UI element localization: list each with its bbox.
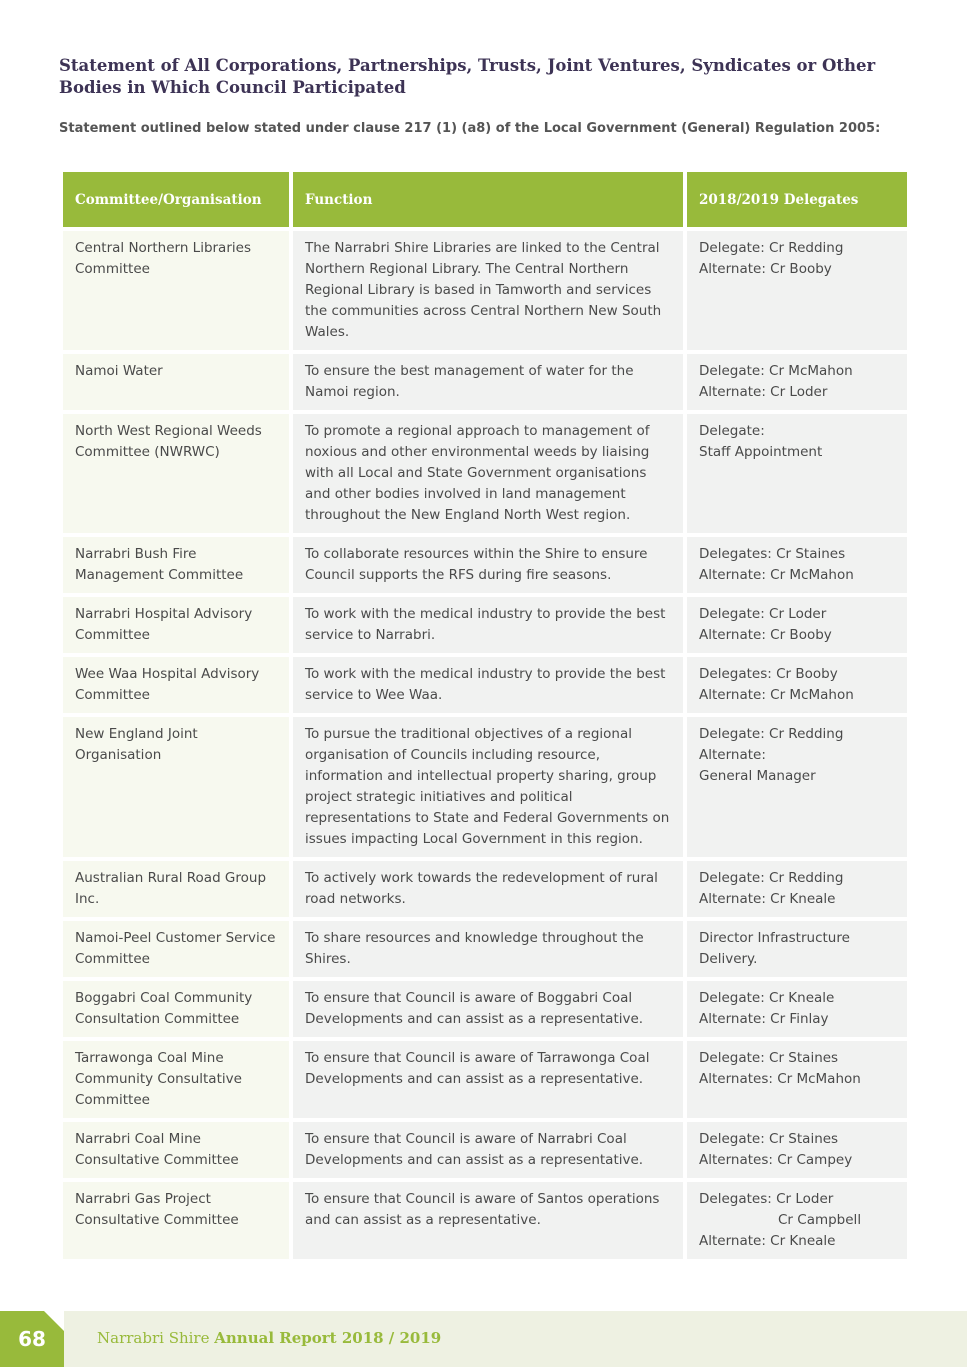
table-row	[63, 354, 907, 410]
cell-function: To collaborate resources within the Shire to ensure Council supports the RFS during fire seasons.	[293, 537, 683, 593]
delegate-line: Alternate: Cr McMahon	[699, 687, 854, 703]
cell-organisation: Central Northern Libraries Committee	[63, 231, 289, 350]
delegate-line: Cr Campbell	[778, 1212, 862, 1228]
delegate-line: Alternate: Cr Booby	[699, 627, 832, 643]
table-header-row	[63, 172, 907, 227]
cell-function: To work with the medical industry to provide the best service to Narrabri.	[293, 597, 683, 653]
cell-function: To work with the medical industry to provide the best service to Wee Waa.	[293, 657, 683, 713]
cell-organisation: Tarrawonga Coal Mine Community Consultative Committee	[63, 1041, 289, 1118]
table-row	[63, 717, 907, 857]
cell-organisation: North West Regional Weeds Committee (NWRWC)	[63, 414, 289, 533]
delegate-line: Delegates: Cr Loder	[699, 1191, 834, 1207]
cell-organisation: Narrabri Bush Fire Management Committee	[63, 537, 289, 593]
column-header-function: Function	[293, 172, 683, 227]
delegate-line: Staff Appointment	[699, 444, 823, 460]
cell-organisation: Narrabri Hospital Advisory Committee	[63, 597, 289, 653]
table-row	[63, 861, 907, 917]
cell-delegates	[687, 1041, 907, 1118]
cell-function: To ensure that Council is aware of Tarrawonga Coal Developments and can assist as a representative.	[293, 1041, 683, 1118]
cell-delegates	[687, 981, 907, 1037]
cell-delegates	[687, 921, 907, 977]
cell-delegates	[687, 537, 907, 593]
delegate-line: Alternate: Cr Finlay	[699, 1011, 829, 1027]
delegates-table	[59, 168, 911, 1263]
cell-organisation: Australian Rural Road Group Inc.	[63, 861, 289, 917]
table-row	[63, 657, 907, 713]
page-number-notch	[44, 1311, 64, 1331]
page-number: 68	[0, 1311, 64, 1367]
delegate-line: Delegate: Cr Kneale	[699, 990, 835, 1006]
table-row	[63, 414, 907, 533]
delegate-line: Delegate: Cr Staines	[699, 1131, 839, 1147]
delegate-line: Delegate: Cr Redding	[699, 240, 844, 256]
delegate-line: Director Infrastructure Delivery.	[699, 930, 850, 967]
cell-function: The Narrabri Shire Libraries are linked to the Central Northern Regional Library. The Central Northern Regional Library is based in Tamworth and services the communities across Central Northern New South Wales.	[293, 231, 683, 350]
delegate-line: Alternate: Cr Loder	[699, 384, 828, 400]
table-row	[63, 921, 907, 977]
footer-report: Annual Report 2018 / 2019	[214, 1329, 442, 1347]
cell-organisation: Namoi Water	[63, 354, 289, 410]
cell-organisation: New England Joint Organisation	[63, 717, 289, 857]
cell-delegates	[687, 861, 907, 917]
table-row	[63, 1041, 907, 1118]
delegate-line: Delegate: Cr Loder	[699, 606, 827, 622]
delegate-line: Delegate: Cr Staines	[699, 1050, 839, 1066]
delegate-line: Delegate: Cr McMahon	[699, 363, 853, 379]
cell-function: To promote a regional approach to management of noxious and other environmental weeds by liaising with all Local and State Government organisations and other bodies involved in land management throughout the New England North West region.	[293, 414, 683, 533]
cell-organisation: Narrabri Coal Mine Consultative Committee	[63, 1122, 289, 1178]
table-row	[63, 1122, 907, 1178]
delegate-line: Delegate:	[699, 423, 765, 439]
cell-function: To pursue the traditional objectives of a regional organisation of Councils including resource, information and intellectual property sharing, group project strategic initiatives and political representations to State and Federal Governments on issues impacting Local Government in this region.	[293, 717, 683, 857]
cell-delegates	[687, 597, 907, 653]
column-header-organisation: Committee/Organisation	[63, 172, 289, 227]
cell-organisation: Wee Waa Hospital Advisory Committee	[63, 657, 289, 713]
delegate-line: General Manager	[699, 768, 816, 784]
delegate-line: Alternate: Cr McMahon	[699, 567, 854, 583]
table-row	[63, 537, 907, 593]
page-subtitle: Statement outlined below stated under clause 217 (1) (a8) of the Local Government (General) Regulation 2005:	[59, 121, 881, 136]
delegate-line: Alternate: Cr Kneale	[699, 1233, 836, 1249]
table-row	[63, 981, 907, 1037]
footer-title	[97, 1329, 441, 1347]
cell-delegates	[687, 717, 907, 857]
delegate-line: Delegate: Cr Redding	[699, 726, 844, 742]
delegate-line: Alternate: Cr Kneale	[699, 891, 836, 907]
delegate-line: Delegate: Cr Redding	[699, 870, 844, 886]
cell-organisation: Namoi-Peel Customer Service Committee	[63, 921, 289, 977]
footer-shire: Narrabri Shire	[97, 1329, 210, 1347]
table-body	[63, 231, 907, 1259]
cell-function: To ensure that Council is aware of Santos operations and can assist as a representative.	[293, 1182, 683, 1259]
cell-organisation: Narrabri Gas Project Consultative Committee	[63, 1182, 289, 1259]
table-row	[63, 231, 907, 350]
cell-delegates	[687, 657, 907, 713]
cell-function: To actively work towards the redevelopment of rural road networks.	[293, 861, 683, 917]
cell-organisation: Boggabri Coal Community Consultation Committee	[63, 981, 289, 1037]
table-row	[63, 1182, 907, 1259]
delegate-line: Delegates: Cr Staines	[699, 546, 846, 562]
table-row	[63, 597, 907, 653]
cell-function: To share resources and knowledge throughout the Shires.	[293, 921, 683, 977]
delegate-line: Alternate:	[699, 747, 766, 763]
cell-function: To ensure that Council is aware of Boggabri Coal Developments and can assist as a representative.	[293, 981, 683, 1037]
cell-delegates	[687, 414, 907, 533]
cell-delegates	[687, 1182, 907, 1259]
delegate-line: Delegates: Cr Booby	[699, 666, 838, 682]
delegate-line: Alternates: Cr Campey	[699, 1152, 853, 1168]
cell-function: To ensure that Council is aware of Narrabri Coal Developments and can assist as a representative.	[293, 1122, 683, 1178]
cell-delegates	[687, 354, 907, 410]
cell-delegates	[687, 1122, 907, 1178]
column-header-delegates: 2018/2019 Delegates	[687, 172, 907, 227]
cell-function: To ensure the best management of water for the Namoi region.	[293, 354, 683, 410]
page-title: Statement of All Corporations, Partnerships, Trusts, Joint Ventures, Syndicates or Other Bodies in Which Council Participated	[59, 56, 876, 97]
cell-delegates	[687, 231, 907, 350]
delegate-line: Alternate: Cr Booby	[699, 261, 832, 277]
delegate-line: Alternates: Cr McMahon	[699, 1071, 861, 1087]
